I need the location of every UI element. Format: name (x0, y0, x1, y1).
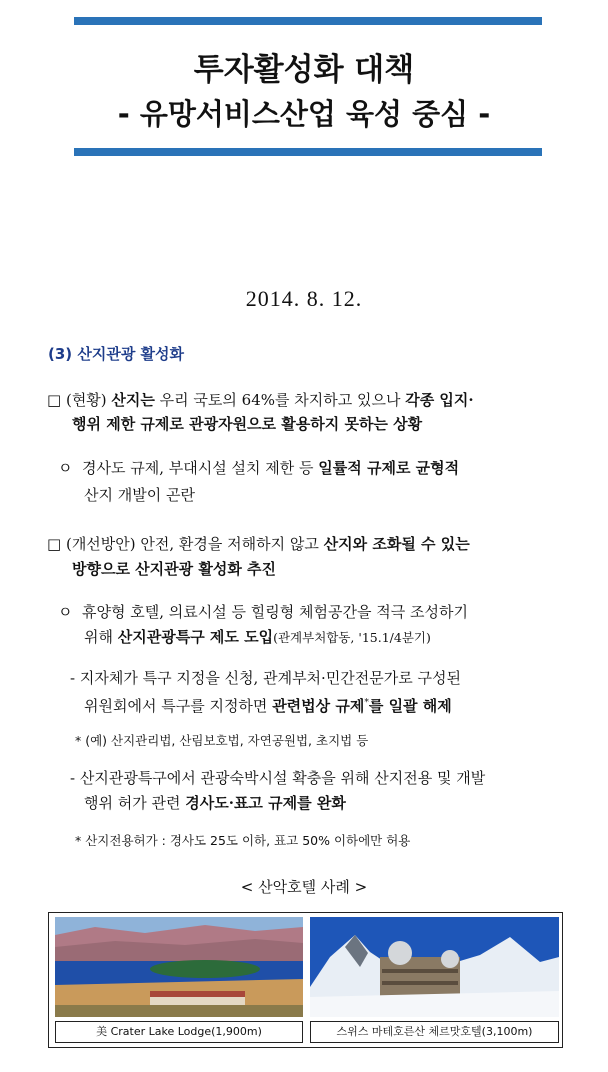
bullet-plan-line1: □ (개선방안) 안전, 환경을 저해하지 않고 산지와 조화될 수 있는 (47, 535, 470, 553)
dash-item2-line1: - 산지관광특구에서 관광숙박시설 확충을 위해 산지전용 및 개발 (70, 769, 486, 787)
photo-caption-2: 스위스 마테호른산 체르맛호텔(3,100m) (310, 1021, 559, 1043)
sub-plan-line1: ㅇ 휴양형 호텔, 의료시설 등 힐링형 체험공간을 적극 조성하기 (58, 603, 468, 621)
bottom-blue-bar (74, 148, 542, 156)
sub-current-line2: 산지 개발이 곤란 (84, 486, 195, 504)
crater-lake-photo (55, 917, 303, 1017)
sub-current-line1: ㅇ 경사도 규제, 부대시설 설치 제한 등 일률적 규제로 균형적 (58, 459, 460, 477)
doc-date: 2014. 8. 12. (245, 286, 363, 311)
sub-plan-line2: 위해 산지관광특구 제도 도입(관계부처합동, '15.1/4분기) (84, 628, 431, 646)
photo-caption-1: 美 Crater Lake Lodge(1,900m) (55, 1021, 303, 1043)
footnote-2: * 산지전용허가 : 경사도 25도 이하, 표고 50% 이하에만 허용 (75, 833, 411, 848)
matterhorn-hotel-photo (310, 917, 559, 1017)
top-blue-bar (74, 17, 542, 25)
square-bullet-icon: □ (47, 391, 62, 409)
doc-title: 투자활성화 대책 (193, 52, 415, 88)
dash-item2-line2: 행위 허가 관련 경사도·표고 규제를 완화 (84, 794, 346, 812)
dash-item1-line1: - 지자체가 특구 지정을 신청, 관계부처·민간전문가로 구성된 (70, 669, 461, 687)
square-bullet-icon: □ (47, 535, 62, 553)
circle-bullet-icon: ㅇ (58, 459, 73, 477)
figure-title: < 산악호텔 사례 > (240, 878, 368, 896)
footnote-1: * (예) 산지관리법, 산림보호법, 자연공원법, 초지법 등 (75, 733, 369, 748)
bullet-current-line1: □ (현황) 산지는 우리 국토의 64%를 차지하고 있으나 각종 입지· (47, 391, 474, 409)
doc-subtitle: - 유망서비스산업 육성 중심 - (117, 97, 491, 131)
circle-bullet-icon: ㅇ (58, 603, 73, 621)
section-heading: (3) 산지관광 활성화 (48, 345, 185, 363)
bullet-current-line2: 행위 제한 규제로 관광자원으로 활용하지 못하는 상황 (72, 415, 423, 433)
dash-item1-line2: 위원회에서 특구를 지정하면 관련법상 규제*를 일괄 해제 (84, 697, 452, 715)
photo-frame (48, 912, 563, 1048)
bullet-plan-line2: 방향으로 산지관광 활성화 추진 (72, 560, 277, 578)
